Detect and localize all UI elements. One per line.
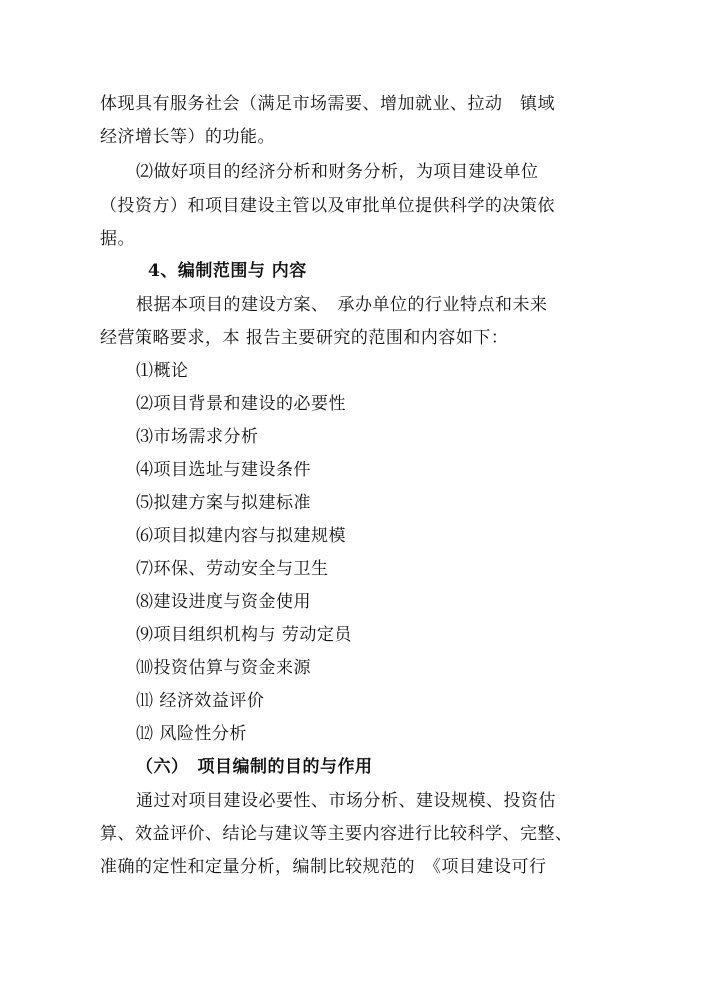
paragraph-line: 据。 bbox=[100, 229, 135, 249]
list-item: ⑽投资估算与资金来源 bbox=[136, 658, 311, 678]
section-heading: （六） 项目编制的目的与作用 bbox=[136, 757, 373, 777]
list-item: ⑹项目拟建内容与拟建规模 bbox=[136, 526, 346, 546]
list-item: ⑿ 风险性分析 bbox=[136, 724, 247, 744]
list-item: ⑷项目选址与建设条件 bbox=[136, 460, 311, 480]
section-heading: 4、编制范围与 内容 bbox=[148, 261, 307, 281]
paragraph-line: 经营策略要求，本 报告主要研究的范围和内容如下： bbox=[100, 328, 509, 348]
paragraph-line: 通过对项目建设必要性、市场分析、建设规模、投资估 bbox=[136, 791, 556, 811]
paragraph-line: （投资方）和项目建设主管以及审批单位提供科学的决策依 bbox=[100, 196, 555, 216]
paragraph-line: 体现具有服务社会（满足市场需要、增加就业、拉动 镇域 bbox=[100, 94, 555, 114]
list-item: ⑶市场需求分析 bbox=[136, 427, 259, 447]
paragraph-line: 准确的定性和定量分析，编制比较规范的 《项目建设可行 bbox=[100, 857, 547, 877]
list-item: ⑸拟建方案与拟建标准 bbox=[136, 493, 311, 513]
list-item: ⑻建设进度与资金使用 bbox=[136, 592, 311, 612]
list-item: ⑴概论 bbox=[136, 361, 189, 381]
paragraph-line: 经济增长等）的功能。 bbox=[100, 127, 275, 147]
list-item: ⑼项目组织机构与 劳动定员 bbox=[136, 625, 352, 645]
list-item: ⑾ 经济效益评价 bbox=[136, 691, 265, 711]
list-item: ⑵项目背景和建设的必要性 bbox=[136, 394, 346, 414]
paragraph-line: 根据本项目的建设方案、 承办单位的行业特点和未来 bbox=[136, 295, 548, 315]
paragraph-line: ⑵做好项目的经济分析和财务分析，为项目建设单位 bbox=[136, 162, 539, 182]
paragraph-line: 算、效益评价、结论与建议等主要内容进行比较科学、完整、 bbox=[100, 824, 573, 844]
list-item: ⑺环保、劳动安全与卫生 bbox=[136, 559, 329, 579]
